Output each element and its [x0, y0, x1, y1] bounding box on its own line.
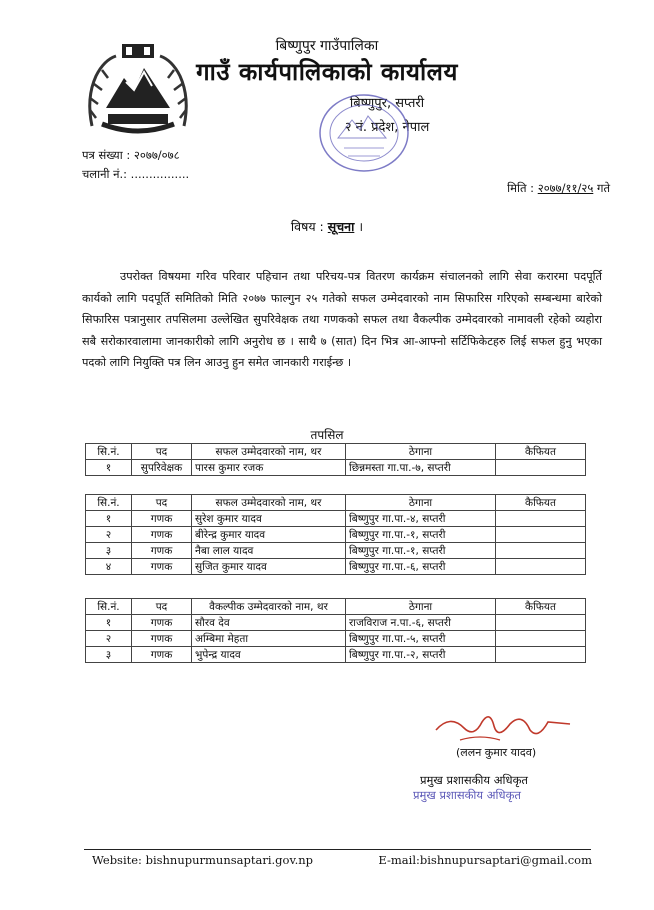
table-cell: सुजित कुमार यादव [192, 559, 346, 575]
table-cell: सुपरिवेक्षक [132, 460, 192, 476]
table-header-cell: कैफियत [496, 444, 586, 460]
reference-value: २०७७/०७८ [133, 148, 180, 162]
footer-website: Website: bishnupurmunsaptari.gov.np [92, 853, 313, 867]
table-row [86, 543, 586, 559]
table-header-cell: ठेगाना [346, 444, 496, 460]
supervisor-table [85, 443, 586, 476]
table-row [86, 460, 586, 476]
table-header-cell: ठेगाना [346, 599, 496, 615]
dispatch-number [82, 167, 189, 182]
table-cell: गणक [132, 543, 192, 559]
subject-end: । [358, 219, 364, 234]
table-cell: सुरेश कुमार यादव [192, 511, 346, 527]
subject-line [0, 218, 654, 235]
footer-email: E-mail:bishnupursaptari@gmail.com [378, 853, 592, 867]
org-subtitle: बिष्णुपुर गाउँपालिका [275, 38, 379, 54]
reference-number [82, 148, 180, 163]
date-line [507, 181, 610, 196]
table-cell [496, 543, 586, 559]
table-cell [496, 460, 586, 476]
table-cell: सौरव देव [192, 615, 346, 631]
table-cell: १ [86, 460, 132, 476]
table-cell: राजविराज न.पा.-६, सप्तरी [346, 615, 496, 631]
table-cell: बिष्णुपुर गा.पा.-१, सप्तरी [346, 527, 496, 543]
table-cell [496, 559, 586, 575]
dispatch-label: चलानी नं.: [82, 167, 128, 181]
date-value: २०७७/११/२५ [537, 181, 594, 195]
office-stamp-icon [316, 90, 412, 176]
table-cell: बिष्णुपुर गा.पा.-१, सप्तरी [346, 543, 496, 559]
org-title: गाउँ कार्यपालिकाको कार्यालय [196, 58, 458, 86]
table-cell [496, 527, 586, 543]
dispatch-value: ................ [130, 167, 190, 181]
table-cell: ३ [86, 543, 132, 559]
table-cell [496, 631, 586, 647]
table-cell: भुपेन्द्र यादव [192, 647, 346, 663]
table-cell: गणक [132, 559, 192, 575]
table-row [86, 527, 586, 543]
table-header-cell: सफल उम्मेदवारको नाम, थर [192, 495, 346, 511]
table-cell: २ [86, 631, 132, 647]
table-cell: १ [86, 615, 132, 631]
table-header-row [86, 495, 586, 511]
date-suffix: गते [596, 181, 610, 195]
subject-label: विषय : [290, 219, 324, 234]
table-row [86, 559, 586, 575]
table-cell: छिन्नमस्ता गा.पा.-७, सप्तरी [346, 460, 496, 476]
table-cell: बिष्णुपुर गा.पा.-२, सप्तरी [346, 647, 496, 663]
reference-label: पत्र संख्या : [82, 148, 131, 162]
table-header-cell: सफल उम्मेदवारको नाम, थर [192, 444, 346, 460]
table-cell: अम्बिमा मेहता [192, 631, 346, 647]
table-header-cell: सि.नं. [86, 495, 132, 511]
table-header-cell: पद [132, 599, 192, 615]
enumerator-table [85, 494, 586, 575]
table-header-cell: सि.नं. [86, 599, 132, 615]
table-header-cell: पद [132, 495, 192, 511]
signatory-title-stamp: प्रमुख प्रशासकीय अधिकृत [413, 788, 521, 802]
table-header-cell: सि.नं. [86, 444, 132, 460]
table-cell: बीरेन्द्र कुमार यादव [192, 527, 346, 543]
table-cell: बिष्णुपुर गा.पा.-४, सप्तरी [346, 511, 496, 527]
table-header-row [86, 444, 586, 460]
table-row [86, 647, 586, 663]
table-cell: १ [86, 511, 132, 527]
table-header-cell: कैफियत [496, 599, 586, 615]
table-header-row [86, 599, 586, 615]
table-cell [496, 647, 586, 663]
alternate-table [85, 598, 586, 663]
table-row [86, 631, 586, 647]
table-row [86, 615, 586, 631]
table-cell: गणक [132, 511, 192, 527]
table-cell [496, 615, 586, 631]
table-header-cell: वैकल्पीक उम्मेदवारको नाम, थर [192, 599, 346, 615]
signatory-name: (ललन कुमार यादव) [456, 746, 537, 759]
table-header-cell: कैफियत [496, 495, 586, 511]
table-header-cell: ठेगाना [346, 495, 496, 511]
table-cell: गणक [132, 527, 192, 543]
table-cell: गणक [132, 647, 192, 663]
table-cell: बिष्णुपुर गा.पा.-५, सप्तरी [346, 631, 496, 647]
table-cell: गणक [132, 615, 192, 631]
footer-divider [84, 849, 591, 850]
table-cell: ३ [86, 647, 132, 663]
address-line-2: २ नं. प्रदेश, नेपाल [344, 120, 430, 135]
table-cell: पारस कुमार रजक [192, 460, 346, 476]
signatory-title: प्रमुख प्रशासकीय अधिकृत [420, 773, 528, 787]
subject-value: सूचना [327, 219, 355, 234]
details-heading: तपसिल [310, 428, 344, 442]
table-cell: ४ [86, 559, 132, 575]
table-cell [496, 511, 586, 527]
address-line-1: बिष्णुपुर, सप्तरी [349, 96, 425, 111]
table-row [86, 511, 586, 527]
date-label: मिति : [507, 181, 535, 195]
table-cell: नैबा लाल यादव [192, 543, 346, 559]
table-header-cell: पद [132, 444, 192, 460]
table-cell: बिष्णुपुर गा.पा.-६, सप्तरी [346, 559, 496, 575]
notice-body: उपरोक्त विषयमा गरिव परिवार पहिचान तथा परिचय-पत्र वितरण कार्यक्रम संचालनको लागि सेवा करारमा पदपूर्ति कार्यको लागि पदपूर्ति समितिको मिति २०७७ फाल्गुन २५ गतेको सफल उम्मेदवारको नाम सिफारिस गरिएको सम्बन्धमा बारेको सिफारिस पत्रानुसार तपसिलमा उल्लेखित सुपरिवेक्षक तथा गणकको सफल तथा वैकल्पीक उम्मेदवारको नामावली रहेको व्यहोरा सबै सरोकारवालामा जानकारीको लागि अनुरोध छ । साथै ७ (सात) दिन भित्र आ-आफ्नो सर्टिफिकेटहरु लिई सफल हुनु भएका पदको लागि नियुक्ति पत्र लिन आउनु हुन समेत जानकारी गराईन्छ । [82, 270, 602, 369]
table-cell: २ [86, 527, 132, 543]
table-cell: गणक [132, 631, 192, 647]
